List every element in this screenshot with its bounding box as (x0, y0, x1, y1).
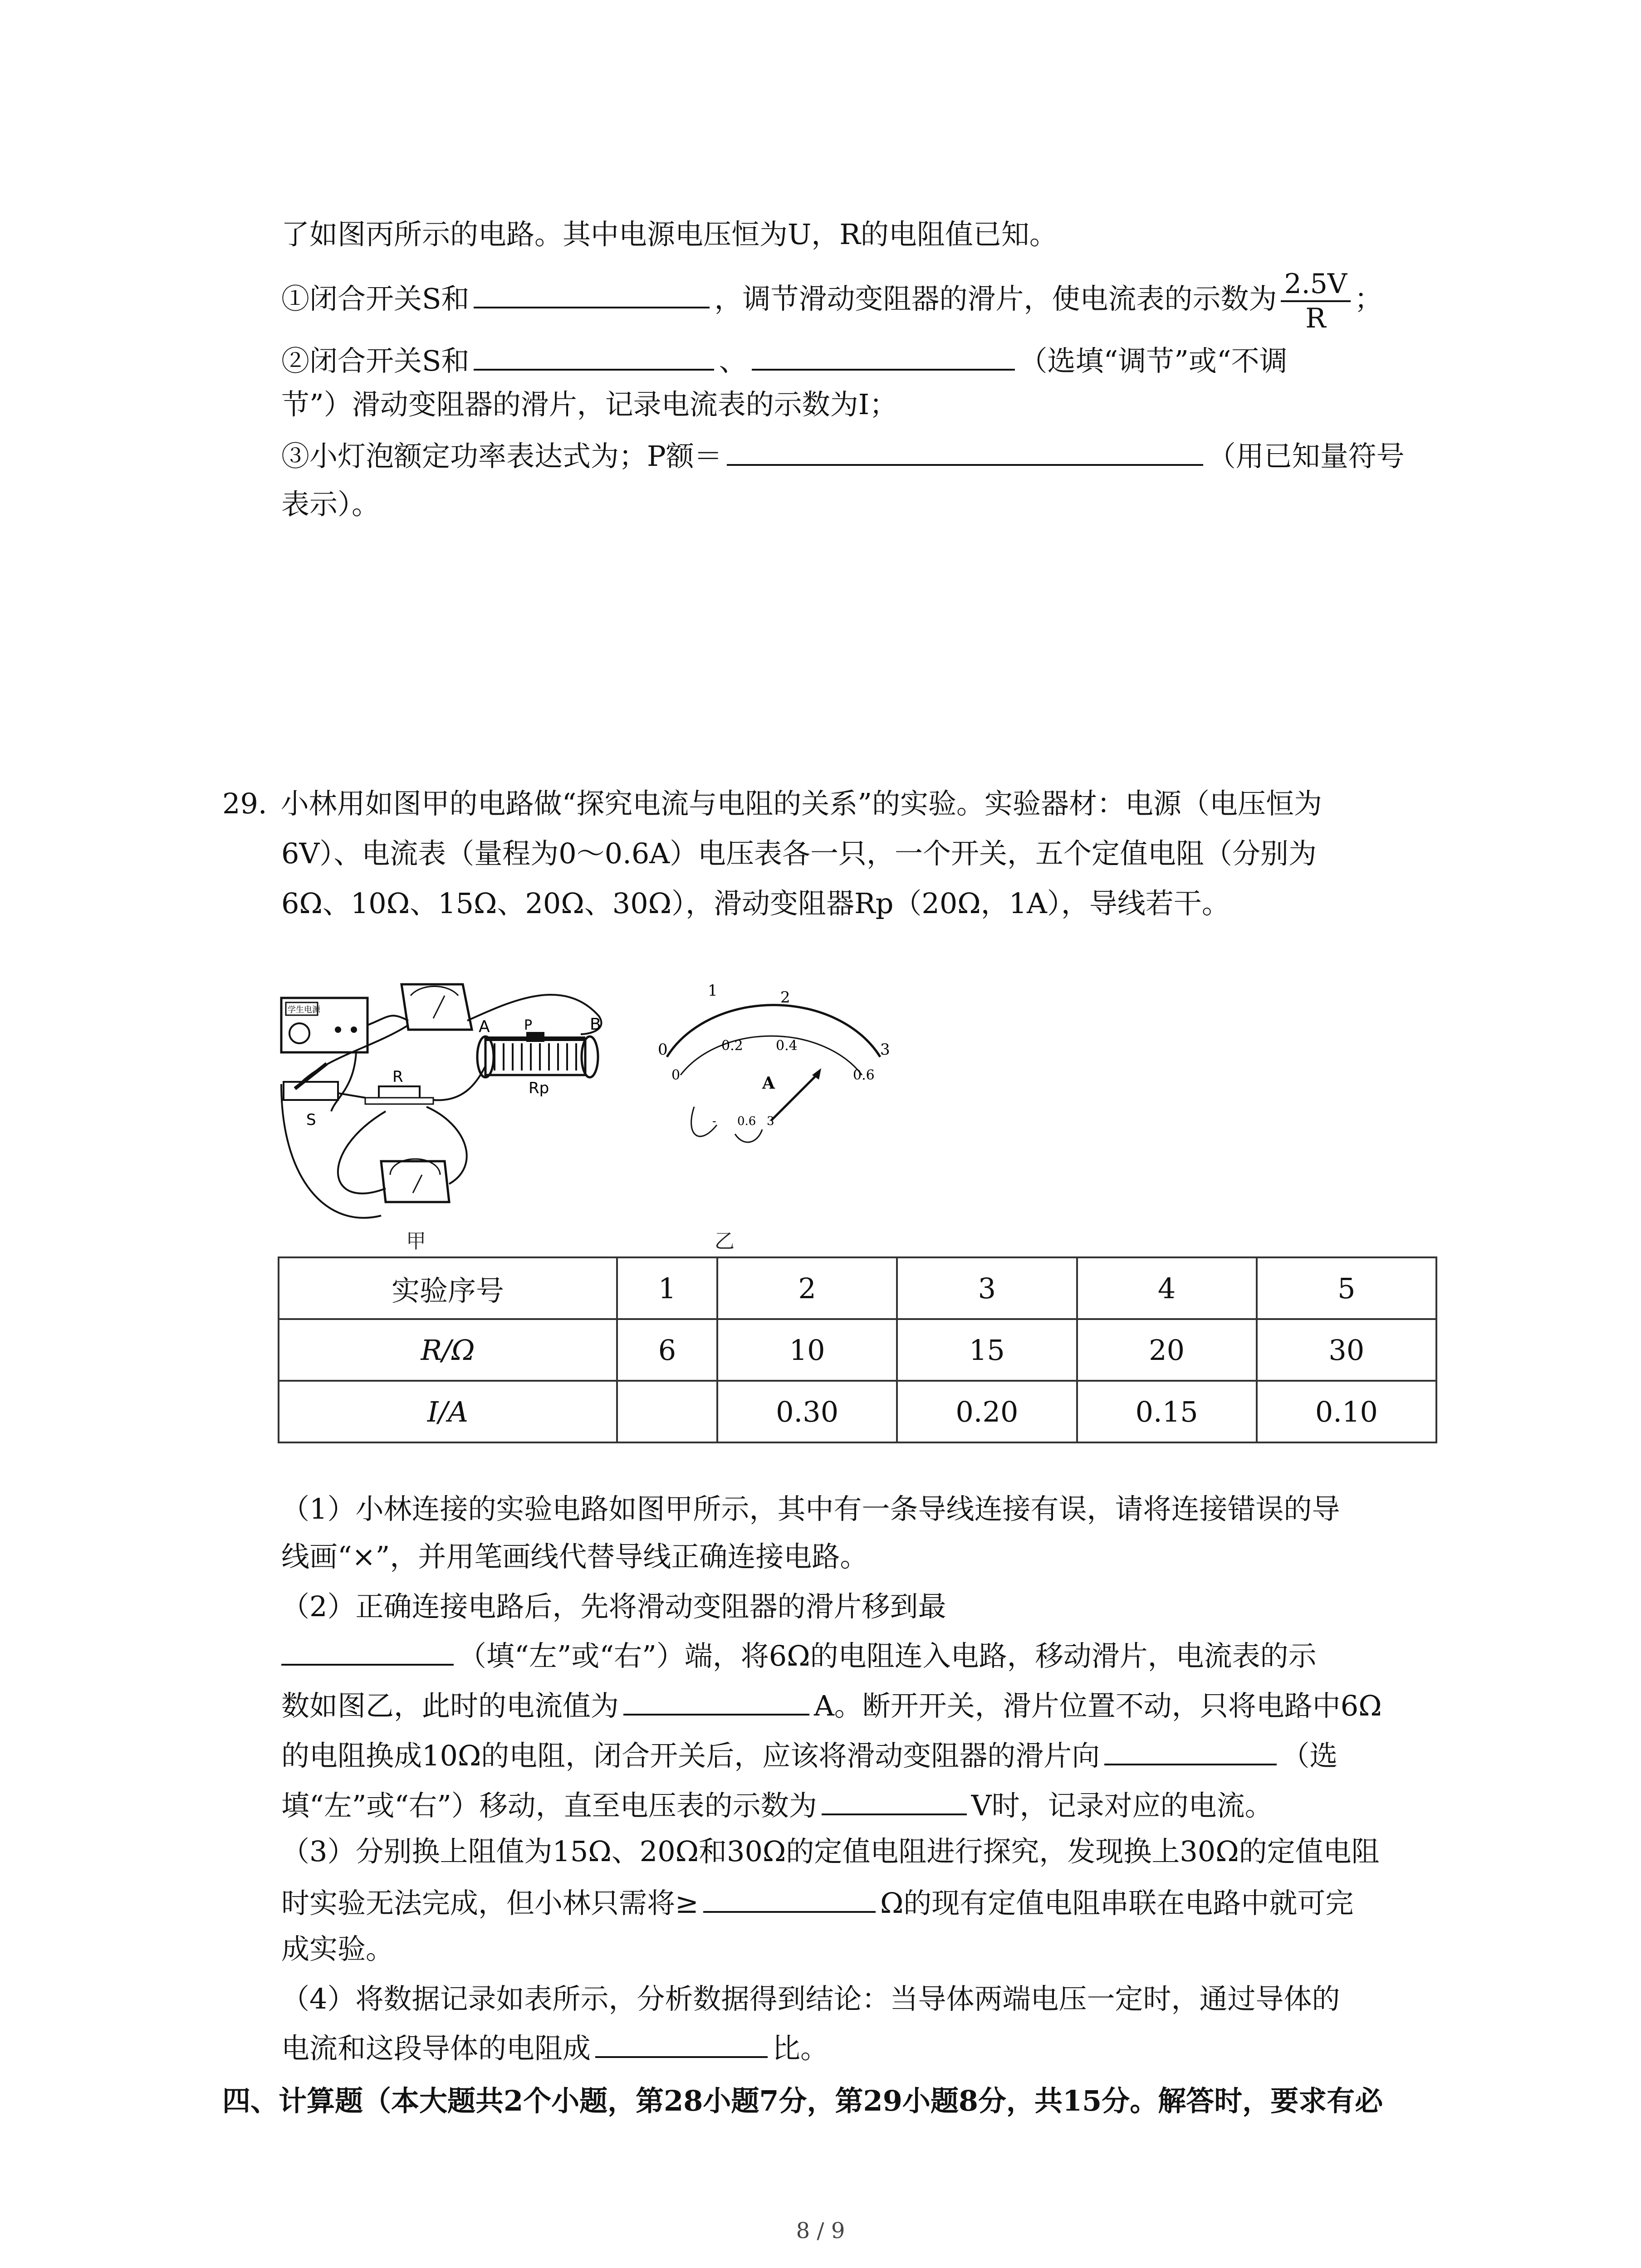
p2-line-3: 数如图乙，此时的电流值为 A。断开开关，滑片位置不动，只将电路中6Ω (281, 1687, 1382, 1723)
p2-blank-1[interactable] (281, 1637, 454, 1666)
p3-line-2: 时实验无法完成，但小林只需将≥ Ω的现有定值电阻串联在电路中就可完 (281, 1885, 1353, 1920)
p2-line-4: 的电阻换成10Ω的电阻，闭合开关后，应该将滑动变阻器的滑片向 （选 (281, 1737, 1337, 1773)
table-blank-cell[interactable] (617, 1381, 717, 1442)
svg-text:0.2: 0.2 (721, 1038, 743, 1054)
figure-label-yi: 乙 (715, 1230, 735, 1253)
svg-text:2: 2 (780, 988, 790, 1007)
p4-line-2: 电流和这段导体的电阻成 比。 (281, 2030, 828, 2065)
svg-text:B: B (590, 1015, 601, 1034)
q29-line-1: 29. 小林用如图甲的电路做“探究电流与电阻的关系”的实验。实验器材：电源（电压恒为 (222, 787, 1323, 820)
svg-text:1: 1 (708, 982, 718, 1000)
step-2: ②闭合开关S和 、 （选填“调节”或“不调 (281, 342, 1288, 378)
p4-line-1: （4）将数据记录如表所示，分析数据得到结论：当导体两端电压一定时，通过导体的 (281, 1982, 1340, 2015)
svg-text:0.4: 0.4 (776, 1038, 798, 1054)
q29-line-3: 6Ω、10Ω、15Ω、20Ω、30Ω），滑动变阻器Rp（20Ω，1A），导线若干。 (281, 887, 1230, 920)
svg-text:学生电源: 学生电源 (288, 1005, 320, 1015)
section-4-heading: 四、计算题（本大题共2个小题，第28小题7分，第29小题8分，共15分。解答时，要求有必 (222, 2084, 1383, 2117)
svg-text:0: 0 (671, 1067, 681, 1083)
step-3: ③小灯泡额定功率表达式为；P额＝ （用已知量符号 (281, 438, 1405, 473)
p2-blank-4[interactable] (822, 1787, 967, 1815)
intro-line-1: 了如图丙所示的电路。其中电源电压恒为U，R的电阻值已知。 (281, 218, 1058, 251)
data-table (278, 1256, 1437, 1443)
figure-label-jia: 甲 (406, 1230, 426, 1253)
step1-text-a: ①闭合开关S和 (281, 282, 470, 316)
p2-blank-3[interactable] (1104, 1737, 1277, 1765)
p4-blank[interactable] (595, 2030, 768, 2058)
step-1: ①闭合开关S和 ，调节滑动变阻器的滑片，使电流表的示数为 $\frac{2.5V}{R}$ ； (281, 268, 1383, 334)
step-3-line-2: 表示）。 (281, 488, 380, 521)
circuit-figure (272, 975, 907, 1247)
q29-line-2: 6V）、电流表（量程为0～0.6A）电压表各一只，一个开关，五个定值电阻（分别为 (281, 837, 1317, 870)
svg-text:S: S (306, 1111, 316, 1129)
svg-text:Rp: Rp (529, 1079, 549, 1097)
svg-text:0: 0 (658, 1041, 668, 1059)
step1-blank[interactable] (474, 280, 710, 308)
p3-blank[interactable] (703, 1885, 876, 1913)
step-2-line-2: 节”）滑动变阻器的滑片，记录电流表的示数为I； (281, 388, 898, 421)
resistor-icon (365, 1086, 433, 1104)
p3-line-1: （3）分别换上阻值为15Ω、20Ω和30Ω的定值电阻进行探究，发现换上30Ω的定值电阻 (281, 1835, 1380, 1868)
power-supply-icon (281, 998, 367, 1052)
step3-blank[interactable] (727, 438, 1203, 466)
svg-text:A: A (479, 1017, 490, 1036)
ammeter-icon (402, 984, 472, 1030)
p2-line-1: （2）正确连接电路后，先将滑动变阻器的滑片移到最 (281, 1590, 946, 1623)
p2-line-5: 填“左”或“右”）移动，直至电压表的示数为 V时，记录对应的电流。 (281, 1787, 1273, 1823)
step1-text-b: ，调节滑动变阻器的滑片，使电流表的示数为 (714, 282, 1277, 316)
svg-text:A: A (762, 1074, 775, 1093)
svg-text:P: P (524, 1017, 533, 1033)
p1-line-1: （1）小林连接的实验电路如图甲所示，其中有一条导线连接有误，请将连接错误的导 (281, 1492, 1340, 1525)
rheostat-icon (477, 1032, 598, 1077)
table-row: 实验序号 1 2 3 4 5 (279, 1257, 1436, 1319)
step2-blank-1[interactable] (474, 342, 714, 371)
svg-text:3: 3 (767, 1114, 774, 1128)
table-row: I/A 0.30 0.20 0.15 0.10 (279, 1381, 1436, 1442)
svg-text:0.6: 0.6 (853, 1067, 875, 1083)
p2-blank-2[interactable] (623, 1687, 809, 1716)
svg-text:3: 3 (880, 1041, 890, 1059)
page-number: 8 / 9 (796, 2218, 845, 2244)
question-number: 29. (222, 787, 267, 820)
ammeter-dial (658, 982, 890, 1142)
svg-text:0.6: 0.6 (737, 1114, 756, 1128)
p2-line-2: （填“左”或“右”）端，将6Ω的电阻连入电路，移动滑片，电流表的示 (281, 1637, 1317, 1673)
p3-line-3: 成实验。 (281, 1932, 394, 1965)
fraction-2-5v-over-r: $\frac{2.5V}{R}$ (1281, 268, 1351, 335)
svg-text:R: R (392, 1068, 403, 1086)
switch-icon (284, 1064, 338, 1100)
voltmeter-icon (381, 1159, 449, 1202)
svg-text:-: - (712, 1114, 716, 1128)
p1-line-2: 线画“×”，并用笔画线代替导线正确连接电路。 (281, 1540, 868, 1573)
table-row: R/Ω 6 10 15 20 30 (279, 1319, 1436, 1381)
step2-blank-2[interactable] (752, 342, 1015, 371)
